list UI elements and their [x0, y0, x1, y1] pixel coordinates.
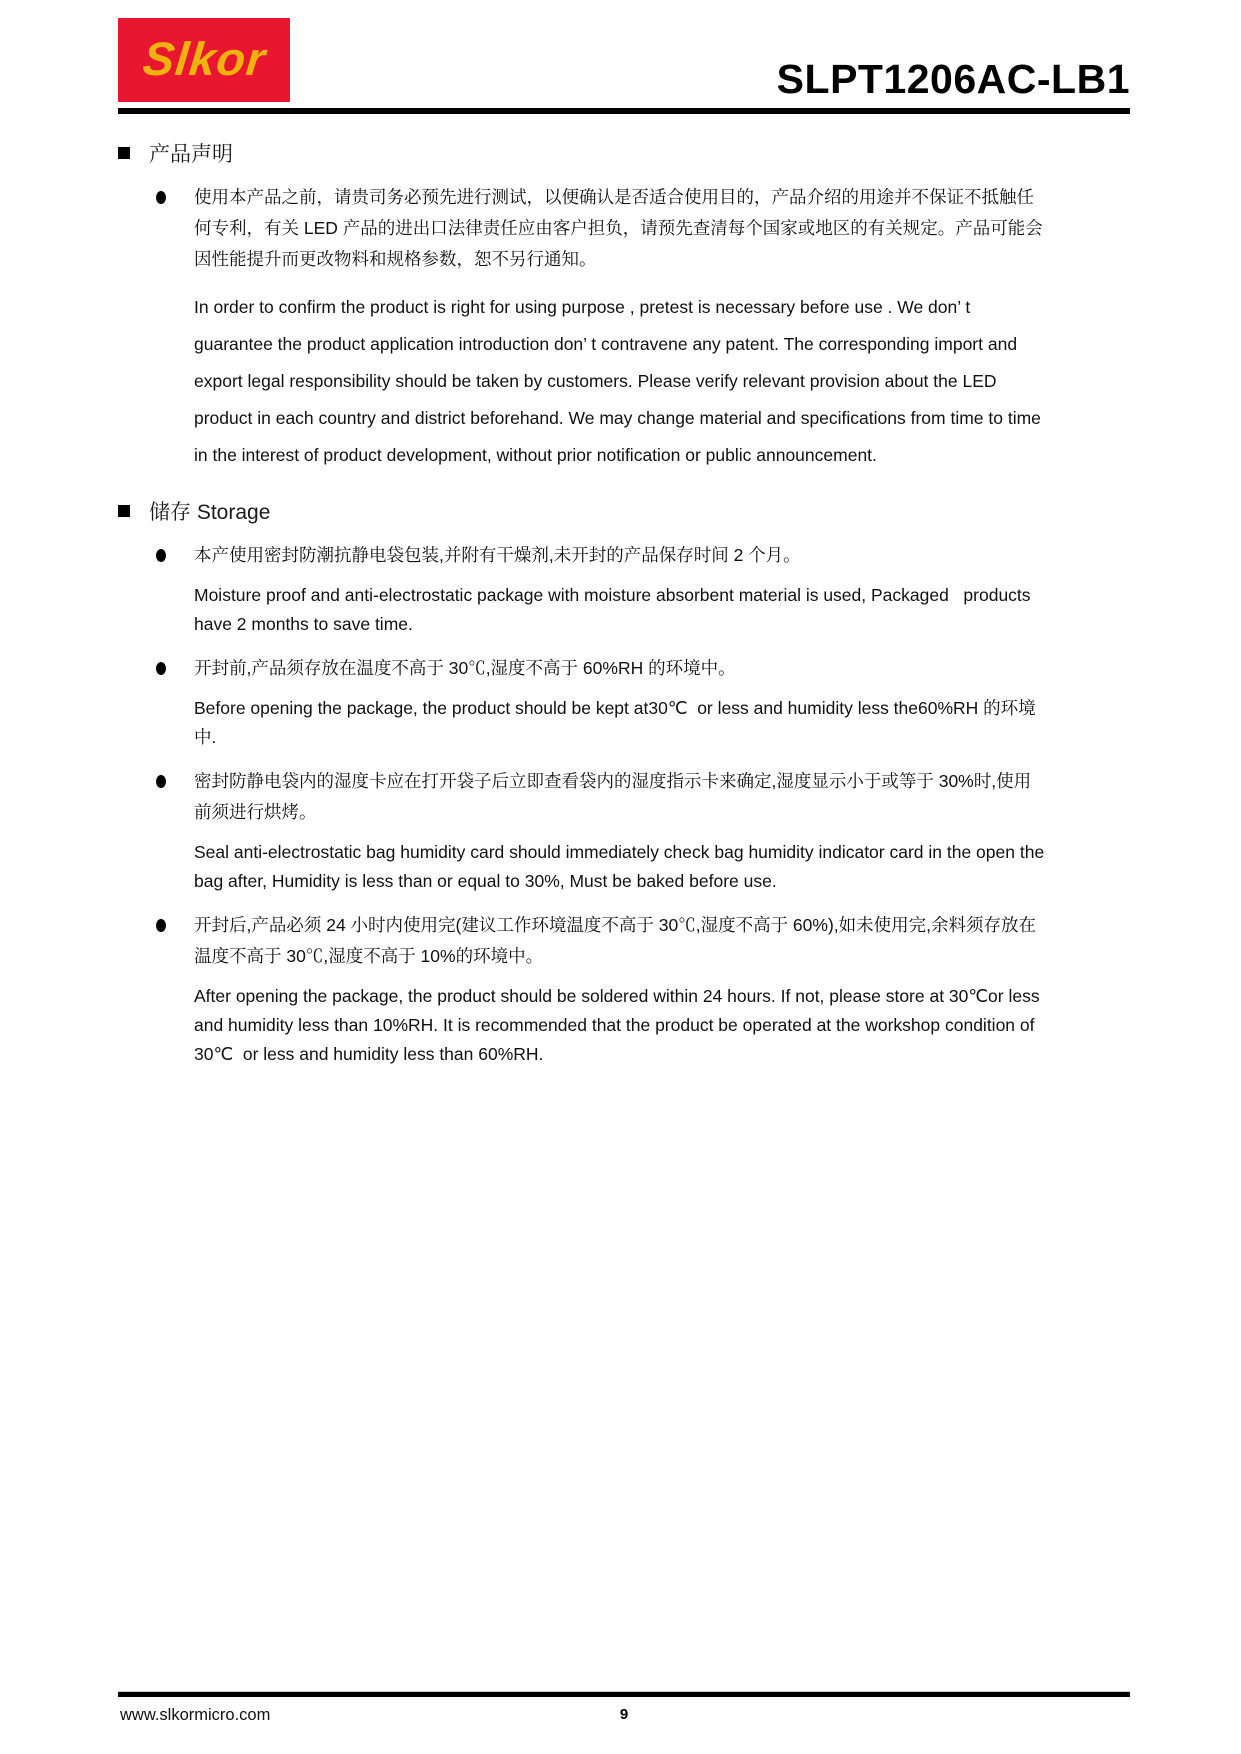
list-item [118, 653, 1130, 684]
dot-bullet-icon [156, 919, 166, 932]
storage-text-en: After opening the package, the product should be soldered within 24 hours. If not, please store at 30℃or less and humidity less than 10%RH. It is recommended that the product be operated at the workshop condition of 30℃ or less and humidity less than 60%RH. [194, 986, 1045, 1064]
storage-text-cn: 密封防静电袋内的湿度卡应在打开袋子后立即查看袋内的湿度指示卡来确定,湿度显示小于或等于 30%时,使用前须进行烘烤。 [194, 771, 1032, 822]
page-header [118, 18, 1130, 114]
section-product-statement [118, 138, 1130, 474]
statement-text-en: In order to confirm the product is right for using purpose , pretest is necessary before use . We don’ t guarantee the product application introduction don’ t contravene any patent. The corresponding import and export legal responsibility should be taken by customers. Please verify relevant provision about the LED product in each country and district beforehand. We may change material and specifications from time to time in the interest of product development, without prior notification or public announcement. [194, 297, 1046, 465]
storage-text-en: Moisture proof and anti-electrostatic package with moisture absorbent material is used, Packaged products have 2 months to save time. [194, 585, 1036, 634]
website-url: www.slkormicro.com [120, 1706, 271, 1724]
page-number: 9 [619, 1706, 629, 1723]
storage-text-cn: 开封前,产品须存放在温度不高于 30℃,湿度不高于 60%RH 的环境中。 [194, 658, 736, 678]
page-footer [118, 1691, 1130, 1728]
list-item [118, 910, 1130, 972]
square-bullet-icon [118, 147, 130, 159]
footer-row [118, 1706, 1130, 1728]
square-bullet-icon [118, 505, 130, 517]
section-heading [118, 138, 1130, 168]
header-divider [118, 108, 1130, 114]
storage-text-cn: 开封后,产品必须 24 小时内使用完(建议工作环境温度不高于 30℃,湿度不高于 60%),如未使用完,余料须存放在温度不高于 30℃,湿度不高于 10%的环境中。 [194, 915, 1037, 966]
section-heading [118, 496, 1130, 526]
document-body [118, 138, 1130, 1083]
dot-bullet-icon [156, 549, 166, 562]
dot-bullet-icon [156, 775, 166, 788]
part-number-title: SLPT1206AC-LB1 [776, 56, 1130, 102]
storage-text-cn: 本产使用密封防潮抗静电袋包装,并附有干燥剂,未开封的产品保存时间 2 个月。 [194, 545, 801, 565]
list-item [118, 766, 1130, 828]
slkor-logo-text: Slkor [140, 31, 269, 85]
storage-text-en: Seal anti-electrostatic bag humidity card should immediately check bag humidity indicator card in the open the bag after, Humidity is less than or equal to 30%, Must be baked before use. [194, 842, 1050, 891]
statement-text-cn: 使用本产品之前，请贵司务必预先进行测试，以便确认是否适合使用目的，产品介绍的用途并不保证不抵触任何专利，有关 LED 产品的进出口法律责任应由客户担负，请预先查清每个国家或地区的有关规定。产品可能会因性能提升而更改物料和规格参数，恕不另行通知。 [194, 187, 1043, 269]
section-storage [118, 496, 1130, 1069]
storage-text-en: Before opening the package, the product should be kept at30℃ or less and humidity less the60%RH 的环境中. [194, 698, 1036, 747]
slkor-logo [118, 18, 290, 102]
header-row [118, 18, 1130, 102]
footer-divider [118, 1691, 1130, 1697]
section-title: 储存 Storage [149, 501, 271, 524]
list-item [118, 540, 1130, 571]
list-item [118, 182, 1130, 275]
section-title: 产品声明 [149, 143, 233, 166]
dot-bullet-icon [156, 662, 166, 675]
dot-bullet-icon [156, 191, 166, 204]
